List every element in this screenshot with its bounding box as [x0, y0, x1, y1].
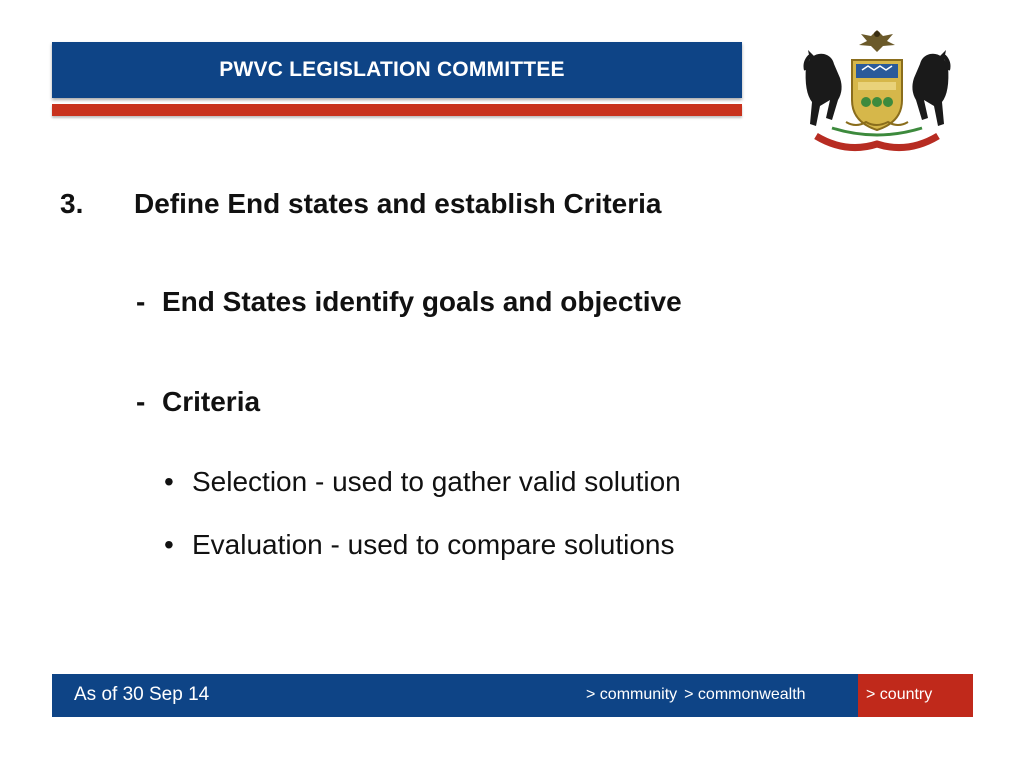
bullet-marker: •: [164, 529, 174, 560]
subpoint-text: End States identify goals and objective: [162, 286, 682, 317]
footer-date: As of 30 Sep 14: [74, 684, 210, 705]
subpoint-dash: -: [136, 286, 146, 317]
item-heading: Define End states and establish Criteria: [134, 188, 662, 219]
header-accent-stripe: [52, 104, 742, 116]
breadcrumb-community: > community: [586, 686, 678, 703]
coat-of-arms-icon: [786, 26, 968, 154]
bullet-text: Evaluation - used to compare solutions: [192, 529, 675, 560]
breadcrumb-commonwealth: > commonwealth: [684, 686, 806, 703]
item-number: 3.: [60, 188, 84, 219]
bullet-text: Selection - used to gather valid solution: [192, 466, 681, 497]
page-title: PWVC LEGISLATION COMMITTEE: [219, 58, 565, 81]
subpoint-text: Criteria: [162, 386, 261, 417]
footer-highlight: [858, 674, 973, 717]
subpoint-criteria: [136, 386, 260, 418]
subpoint-dash: -: [136, 386, 146, 417]
subpoint-end-states: [136, 286, 682, 318]
footer-bar: [52, 674, 973, 717]
header-banner: [52, 42, 742, 98]
footer-breadcrumb: [586, 686, 813, 704]
bullet-selection: [164, 466, 681, 498]
bullet-evaluation: [164, 529, 675, 561]
breadcrumb-country: > country: [866, 686, 933, 703]
bullet-marker: •: [164, 466, 174, 497]
